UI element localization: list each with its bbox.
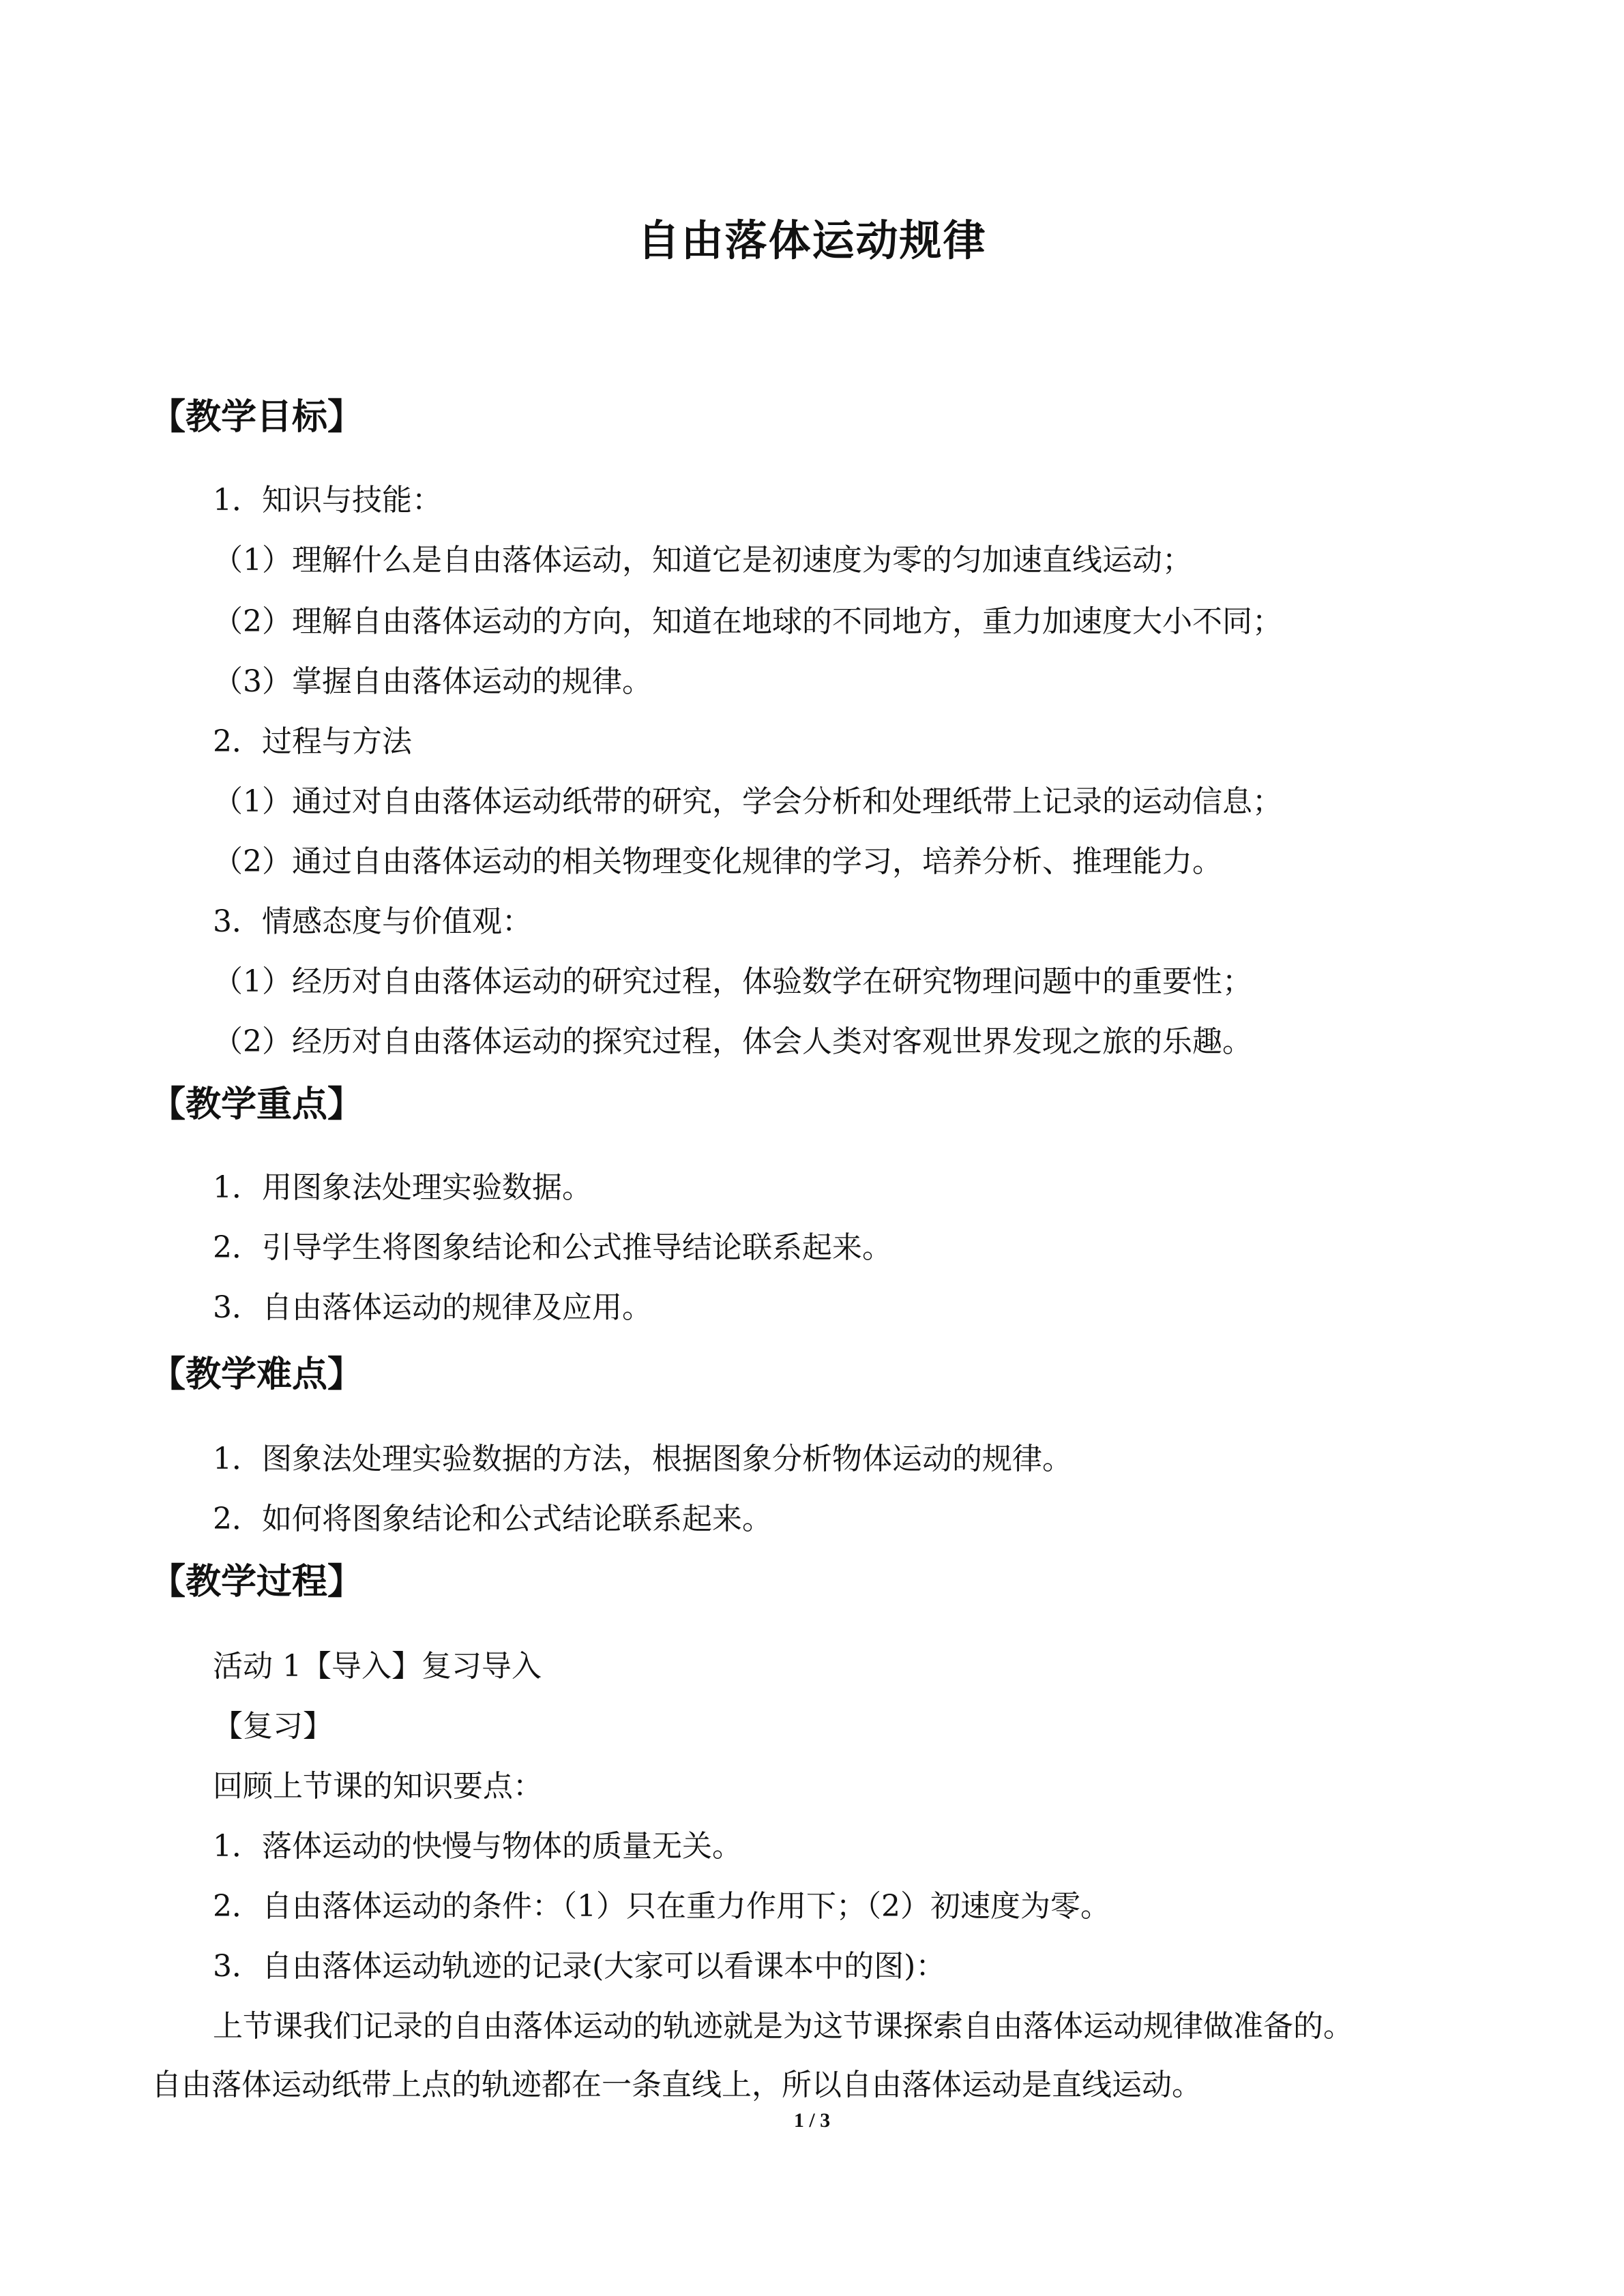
key-point-line: 2．引导学生将图象结论和公式推导结论联系起来。 xyxy=(213,1230,892,1265)
objective-line: 2．过程与方法 xyxy=(213,724,412,759)
process-line: 3．自由落体运动轨迹的记录(大家可以看课本中的图)： xyxy=(213,1949,946,1984)
page-number: 1 / 3 xyxy=(793,2109,831,2132)
difficulty-line: 1．图象法处理实验数据的方法，根据图象分析物体运动的规律。 xyxy=(213,1442,1072,1476)
section-heading-objectives: 【教学目标】 xyxy=(150,397,364,438)
difficulty-line: 2．如何将图象结论和公式结论联系起来。 xyxy=(213,1502,772,1536)
process-line: 2．自由落体运动的条件：（1）只在重力作用下；（2）初速度为零。 xyxy=(213,1889,1110,1924)
process-line: 回顾上节课的知识要点： xyxy=(213,1769,543,1804)
objective-line: 1．知识与技能： xyxy=(213,483,442,518)
key-point-line: 1．用图象法处理实验数据。 xyxy=(213,1170,592,1205)
objective-line: 3．情感态度与价值观： xyxy=(213,904,532,939)
process-line: 【复习】 xyxy=(213,1709,333,1744)
process-line: 活动 1【导入】复习导入 xyxy=(213,1649,542,1684)
section-heading-key-points: 【教学重点】 xyxy=(150,1084,364,1125)
section-heading-difficulties: 【教学难点】 xyxy=(150,1354,364,1395)
process-line: 1．落体运动的快慢与物体的质量无关。 xyxy=(213,1829,742,1864)
objective-line: （1）经历对自由落体运动的研究过程，体验数学在研究物理问题中的重要性； xyxy=(213,964,1252,999)
objective-line: （3）掌握自由落体运动的规律。 xyxy=(213,664,652,699)
objective-line: （2）经历对自由落体运动的探究过程，体会人类对客观世界发现之旅的乐趣。 xyxy=(213,1024,1252,1059)
objective-line: （2）理解自由落体运动的方向，知道在地球的不同地方，重力加速度大小不同； xyxy=(213,604,1282,639)
key-point-line: 3．自由落体运动的规律及应用。 xyxy=(213,1290,652,1325)
objective-line: （1）通过对自由落体运动纸带的研究，学会分析和处理纸带上记录的运动信息； xyxy=(213,784,1282,819)
section-heading-process: 【教学过程】 xyxy=(150,1562,364,1602)
process-line: 上节课我们记录的自由落体运动的轨迹就是为这节课探索自由落体运动规律做准备的。 xyxy=(213,2009,1353,2044)
objective-line: （1）理解什么是自由落体运动，知道它是初速度为零的匀加速直线运动； xyxy=(213,543,1192,578)
objective-line: （2）通过自由落体运动的相关物理变化规律的学习，培养分析、推理能力。 xyxy=(213,844,1222,879)
process-line: 自由落体运动纸带上点的轨迹都在一条直线上，所以自由落体运动是直线运动。 xyxy=(151,2068,1202,2102)
document-title: 自由落体运动规律 xyxy=(637,215,987,265)
